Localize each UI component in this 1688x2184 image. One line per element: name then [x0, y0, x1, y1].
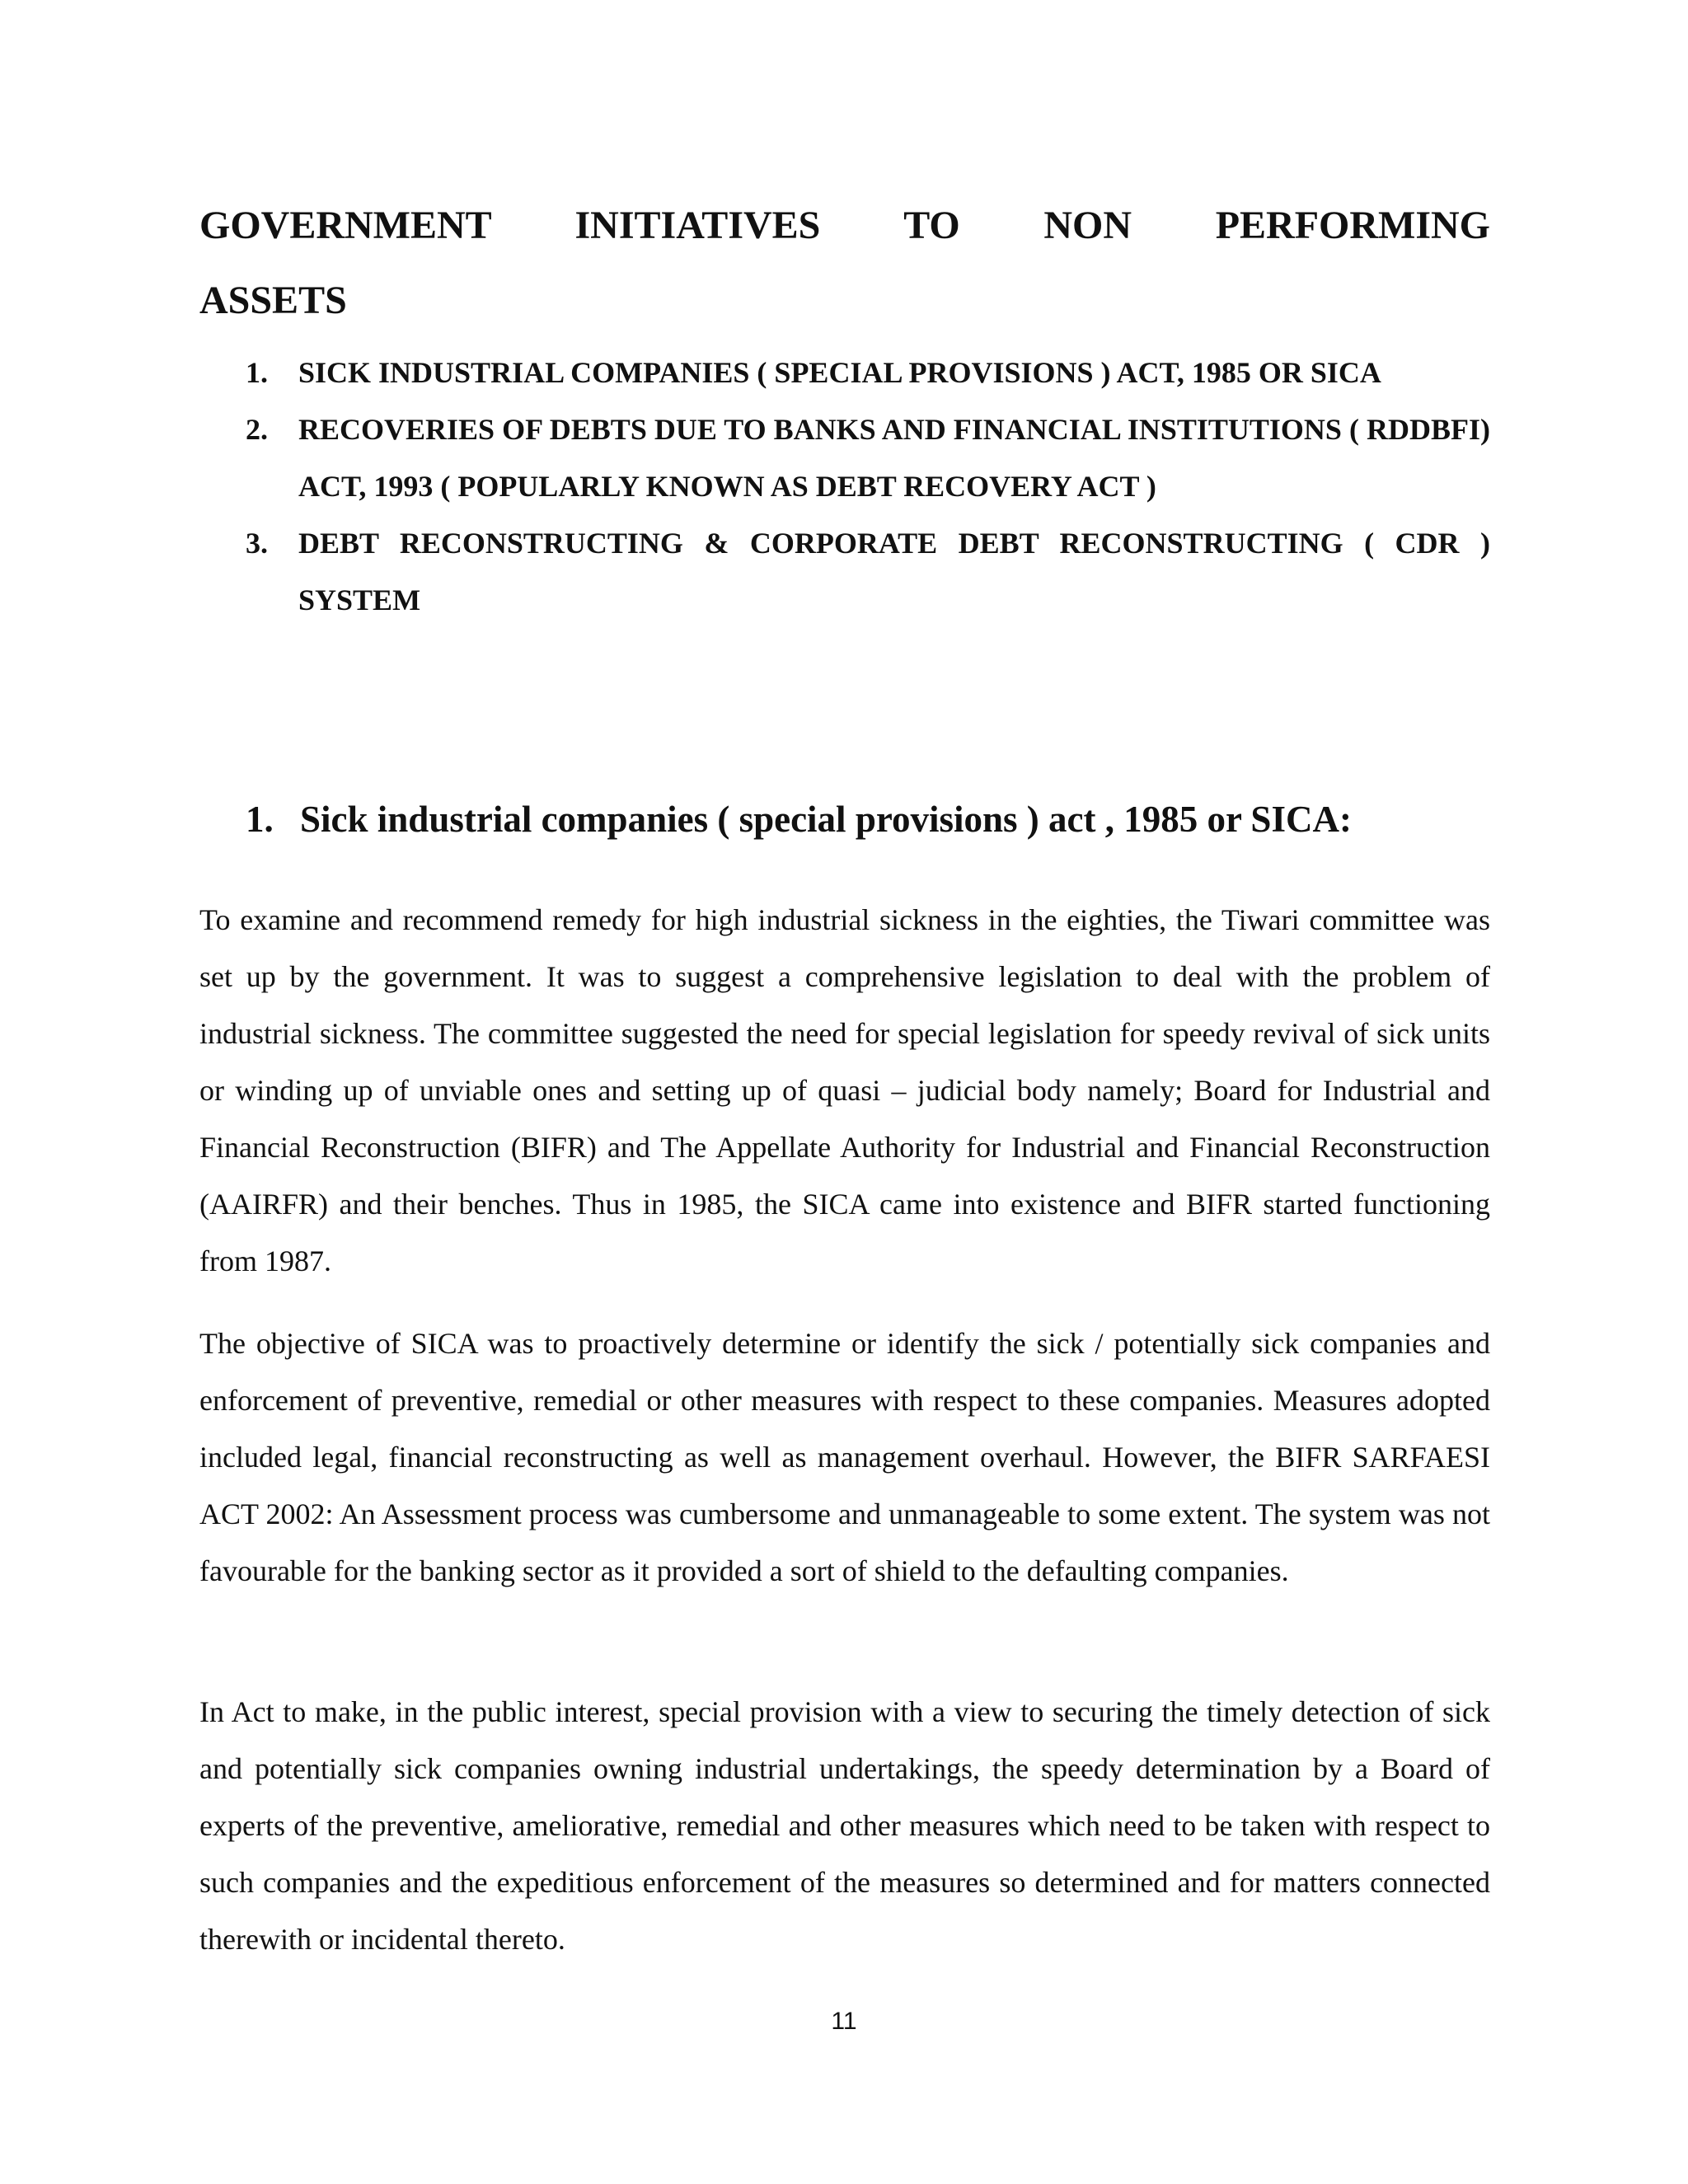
section-heading-text: Sick industrial companies ( special provisions ) act , 1985 or SICA:	[300, 799, 1352, 840]
list-item-number: 3.	[246, 527, 268, 560]
list-item	[199, 515, 1490, 629]
initiatives-list	[199, 344, 1490, 629]
list-item-number: 2.	[246, 413, 268, 446]
paragraph-act-purpose: In Act to make, in the public interest, special provision with a view to securing the timely detection of sick and potentially sick companies owning industrial undertakings, the speedy determination by a Board of experts of the preventive, ameliorative, remedial and other measures which need to be taken with respect to such companies and the expeditious enforcement of the measures so determined and for matters connected therewith or incidental thereto.	[199, 1695, 1490, 1956]
list-item	[199, 401, 1490, 515]
paragraph-tiwari-committee: To examine and recommend remedy for high industrial sickness in the eighties, the Tiwari committee was set up by the government. It was to suggest a comprehensive legislation to deal with the problem of industrial sickness. The committee suggested the need for special legislation for speedy revival of sick units or winding up of unviable ones and setting up of quasi – judicial body namely; Board for Industrial and Financial Reconstruction (BIFR) and The Appellate Authority for Industrial and Financial Reconstruction (AAIRFR) and their benches. Thus in 1985, the SICA came into existence and BIFR started functioning from 1987.	[199, 903, 1490, 1277]
paragraph-sica-objective: The objective of SICA was to proactively determine or identify the sick / potentially sick companies and enforcement of preventive, remedial or other measures with respect to these companies. Measures adopted included legal, financial reconstructing as well as management overhaul. However, the BIFR SARFAESI ACT 2002: An Assessment process was cumbersome and unmanageable to some extent. The system was not favourable for the banking sector as it provided a sort of shield to the defaulting companies.	[199, 1327, 1490, 1587]
page-number: 11	[831, 2008, 857, 2035]
list-item-number: 1.	[246, 356, 268, 389]
page-title-line-1: GOVERNMENT INITIATIVES TO NON PERFORMING	[199, 204, 1490, 247]
section-heading	[246, 793, 1490, 846]
page-title	[199, 188, 1490, 338]
list-item-text: SICK INDUSTRIAL COMPANIES ( SPECIAL PROVISIONS ) ACT, 1985 OR SICA	[298, 356, 1381, 389]
list-item-text: RECOVERIES OF DEBTS DUE TO BANKS AND FINANCIAL INSTITUTIONS ( RDDBFI) ACT, 1993 ( POPULARLY KNOWN AS DEBT RECOVERY ACT )	[298, 413, 1490, 503]
section-heading-number: 1.	[246, 799, 274, 840]
list-item-text: DEBT RECONSTRUCTING & CORPORATE DEBT RECONSTRUCTING ( CDR ) SYSTEM	[298, 527, 1490, 616]
page-title-line-2: ASSETS	[199, 279, 347, 322]
list-item	[199, 344, 1490, 401]
